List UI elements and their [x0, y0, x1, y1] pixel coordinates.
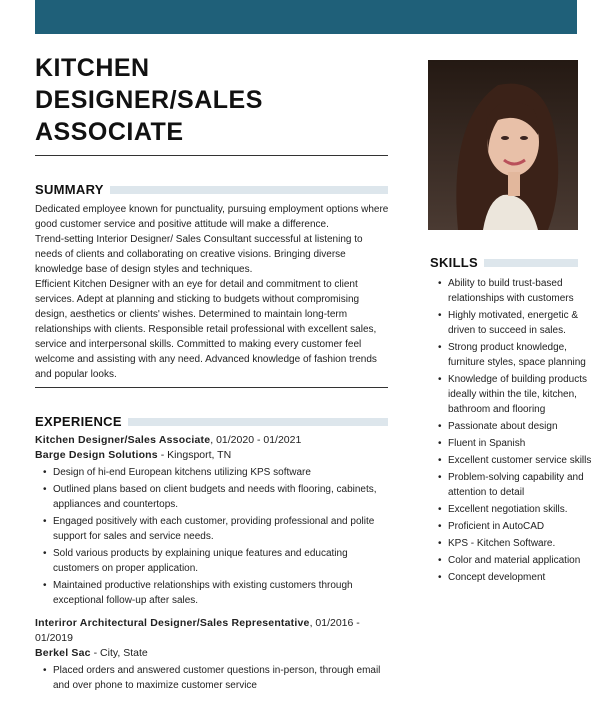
- skill-item: • Proficient in AutoCAD: [438, 519, 598, 534]
- skill-item: • Fluent in Spanish: [438, 436, 598, 451]
- section-label: SKILLS: [430, 255, 479, 270]
- list-item: • Outlined plans based on client budgets and needs with flooring, cabinets, appliances and countertops.: [43, 482, 389, 512]
- list-item: • Sold various products by explaining unique features and educating customers on proper application.: [43, 546, 389, 576]
- resume-title: [35, 52, 375, 148]
- title-line: KITCHEN: [35, 54, 150, 82]
- heading-bar: [128, 418, 388, 426]
- job-entry: [35, 433, 389, 608]
- summary-paragraph: Dedicated employee known for punctuality, pursuing employment options where good customer service and positive attitude will make a difference.: [35, 204, 389, 230]
- job-company-line: [35, 448, 389, 463]
- title-line: ASSOCIATE: [35, 118, 184, 146]
- job-title-line: [35, 616, 389, 646]
- heading-bar: [484, 259, 578, 267]
- company-name: Barge Design Solutions: [35, 449, 158, 461]
- list-item: • Engaged positively with each customer, providing professional and polite support for sales and service needs.: [43, 514, 389, 544]
- portrait-photo: [428, 60, 578, 230]
- list-item: • Design of hi-end European kitchens utilizing KPS software: [43, 465, 389, 480]
- skill-item: • Ability to build trust-based relationships with customers: [438, 276, 598, 306]
- summary-paragraph: Efficient Kitchen Designer with an eye for detail and commitment to client services. Adept at planning and sticking to budgets without compromising design, aesthetics or clients' wishes. Determined to maintain long-term relationships with clients. Responsible retail professional with excellent sales, service and interpersonal skills. Committed to making every customer feel welcome and assisting with any need. Advanced knowledge of fashion trends and popular looks.: [35, 279, 377, 380]
- skill-item: • Passionate about design: [438, 419, 598, 434]
- job-entry: [35, 616, 389, 693]
- job-bullets: [35, 465, 389, 608]
- skill-item: • KPS - Kitchen Software.: [438, 536, 598, 551]
- skills-list: [430, 276, 598, 587]
- experience-heading: [35, 414, 388, 429]
- summary-paragraph: Trend-setting Interior Designer/ Sales Consultant successful at listening to needs of clients and collaborating on creative visions. Bringing diverse knowledge base of design styles and techniques.: [35, 234, 363, 275]
- list-item: • Maintained productive relationships with existing customers through exceptional follow-up after sales.: [43, 578, 389, 608]
- job-dates: , 01/2020 - 01/2021: [210, 434, 302, 446]
- skill-item: • Highly motivated, energetic & driven to succeed in sales.: [438, 308, 598, 338]
- job-title: Interiror Architectural Designer/Sales Representative: [35, 617, 310, 629]
- company-name: Berkel Sac: [35, 647, 91, 659]
- skill-item: • Excellent customer service skills: [438, 453, 598, 468]
- job-title-line: [35, 433, 389, 448]
- summary-heading: [35, 182, 388, 197]
- list-item: • Placed orders and answered customer questions in-person, through email and over phone to maximize customer service: [43, 663, 389, 693]
- job-title: Kitchen Designer/Sales Associate: [35, 434, 211, 446]
- section-label: SUMMARY: [35, 182, 104, 197]
- skill-item: • Knowledge of building products ideally within the tile, kitchen, bathroom and flooring: [438, 372, 598, 417]
- company-location: - City, State: [90, 647, 148, 659]
- portrait-photo-icon: [428, 60, 578, 230]
- job-dates: , 01/2016 - 01/2019: [35, 617, 360, 644]
- skill-item: • Color and material application: [438, 553, 598, 568]
- section-label: EXPERIENCE: [35, 414, 122, 429]
- title-divider: [35, 155, 388, 156]
- summary-divider: [35, 387, 388, 388]
- skills-heading: [430, 255, 578, 270]
- skill-item: • Problem-solving capability and attention to detail: [438, 470, 598, 500]
- summary-text: [35, 202, 389, 382]
- heading-bar: [110, 186, 388, 194]
- job-company-line: [35, 646, 389, 661]
- experience-list: [35, 433, 389, 701]
- skill-item: • Concept development: [438, 570, 598, 585]
- company-location: - Kingsport, TN: [157, 449, 232, 461]
- skill-item: • Strong product knowledge, furniture styles, space planning: [438, 340, 598, 370]
- title-line: DESIGNER/SALES: [35, 86, 263, 114]
- skill-item: • Excellent negotiation skills.: [438, 502, 598, 517]
- job-bullets: [35, 663, 389, 693]
- header-color-bar: [35, 0, 577, 34]
